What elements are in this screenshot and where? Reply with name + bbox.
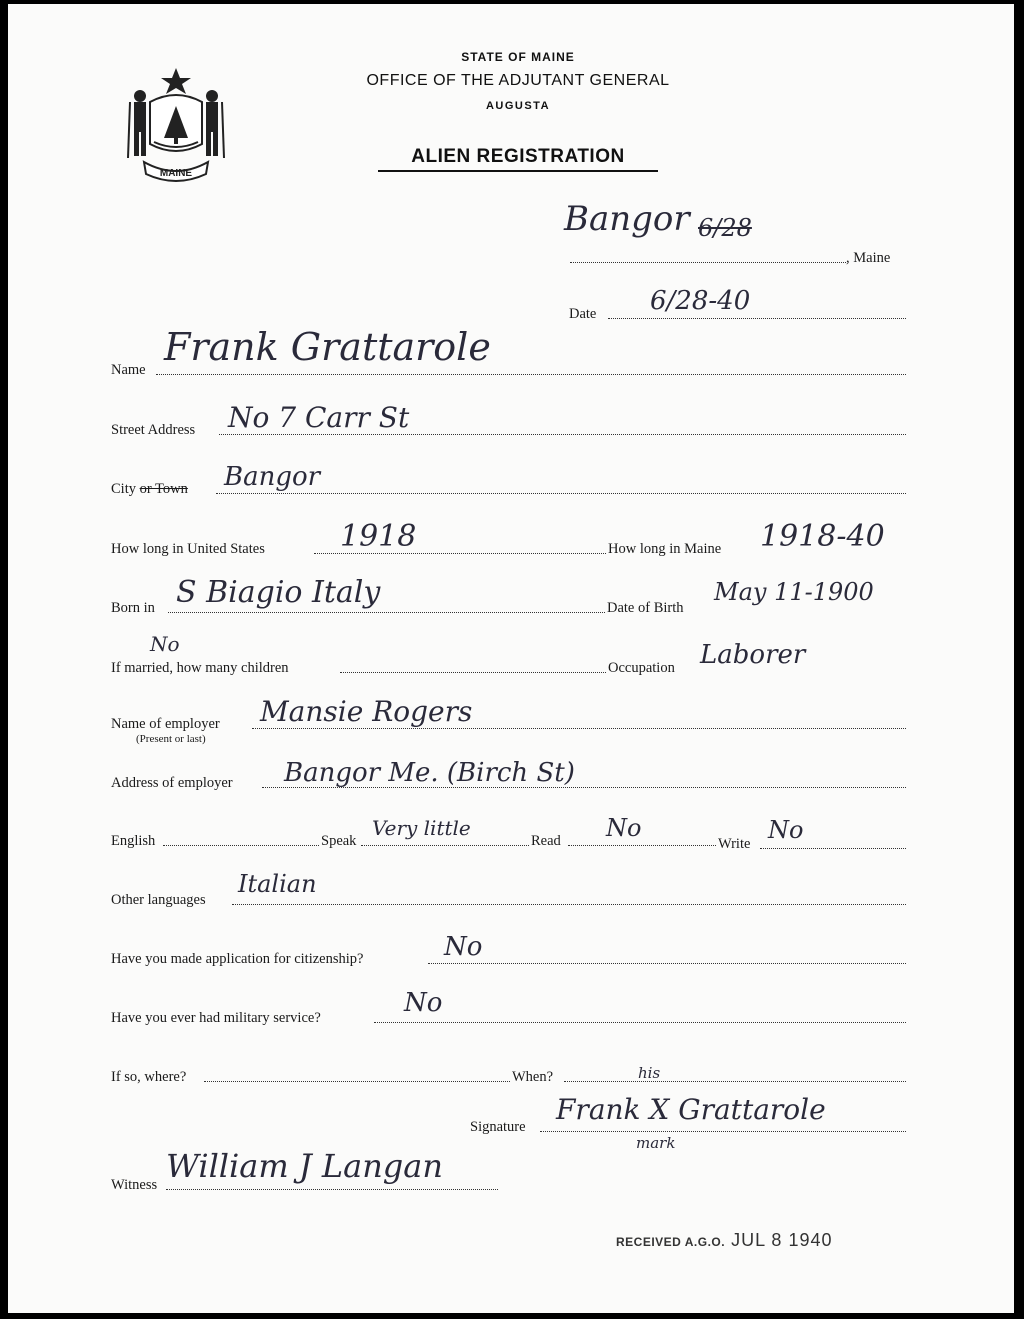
header-office: OFFICE OF THE ADJUTANT GENERAL — [366, 72, 670, 89]
dob-label: Date of Birth — [607, 600, 684, 616]
born-value: S Biagio Italy — [176, 575, 381, 610]
signature-label: Signature — [470, 1119, 526, 1135]
children-value: No — [150, 632, 180, 656]
date-value: 6/28-40 — [650, 286, 751, 316]
citizenship-label: Have you made application for citizenship? — [111, 951, 364, 967]
place-crossed-value: 6/28 — [698, 214, 752, 242]
maine-since-label: How long in Maine — [608, 541, 722, 557]
write-line — [760, 848, 906, 849]
witness-value: William J Langan — [166, 1147, 443, 1185]
name-label: Name — [111, 362, 146, 378]
when-line — [564, 1081, 906, 1082]
dob-value: May 11-1900 — [714, 578, 874, 606]
children-label: If married, how many children — [111, 660, 289, 676]
where-line — [204, 1081, 510, 1082]
form-page — [8, 4, 1014, 1313]
place-suffix: , Maine — [846, 250, 891, 266]
born-line — [168, 612, 605, 613]
header-state: STATE OF MAINE — [461, 50, 575, 64]
citizenship-value: No — [444, 932, 483, 962]
employer-line — [252, 728, 906, 729]
employer-address-label: Address of employer — [111, 775, 233, 791]
us-since-value: 1918 — [340, 519, 417, 554]
born-label: Born in — [111, 600, 155, 616]
read-line — [568, 845, 716, 846]
witness-label: Witness — [111, 1177, 158, 1193]
form-title: ALIEN REGISTRATION — [378, 146, 658, 172]
city-label — [111, 481, 188, 498]
speak-label: Speak — [321, 833, 357, 849]
received-stamp — [616, 1230, 833, 1251]
speak-value: Very little — [372, 816, 471, 840]
when-label: When? — [512, 1069, 554, 1085]
signature-his: his — [638, 1064, 661, 1082]
name-value: Frank Grattarole — [164, 325, 491, 369]
english-line — [163, 845, 319, 846]
received-stamp-label: RECEIVED A.G.O. — [616, 1235, 726, 1249]
military-value: No — [404, 988, 443, 1018]
date-label: Date — [569, 306, 597, 322]
name-line — [156, 374, 906, 375]
military-line — [374, 1022, 906, 1023]
city-value: Bangor — [224, 462, 321, 492]
other-languages-value: Italian — [238, 870, 317, 898]
signature-line — [540, 1131, 906, 1132]
street-label: Street Address — [111, 422, 196, 438]
other-languages-line — [232, 904, 906, 905]
signature-mark: mark — [636, 1134, 676, 1152]
read-label: Read — [531, 833, 561, 849]
citizenship-line — [428, 963, 906, 964]
employer-sublabel: (Present or last) — [136, 733, 206, 745]
place-value: Bangor — [564, 199, 690, 239]
children-line — [340, 672, 606, 673]
military-label: Have you ever had military service? — [111, 1010, 321, 1026]
maine-since-value: 1918-40 — [760, 519, 885, 554]
occupation-value: Laborer — [700, 640, 806, 670]
city-line — [216, 493, 906, 494]
date-line — [608, 318, 906, 319]
speak-line — [361, 845, 529, 846]
place-line — [570, 262, 846, 263]
employer-address-value: Bangor Me. (Birch St) — [284, 758, 575, 788]
where-label: If so, where? — [111, 1069, 187, 1085]
header-city: AUGUSTA — [485, 100, 551, 112]
employer-value: Mansie Rogers — [260, 695, 473, 728]
write-value: No — [768, 816, 804, 844]
write-label: Write — [718, 836, 751, 852]
other-languages-label: Other languages — [111, 892, 206, 908]
city-label-strike: or Town — [139, 481, 188, 497]
occupation-label: Occupation — [608, 660, 675, 676]
street-value: No 7 Carr St — [228, 401, 410, 434]
state-seal-icon — [120, 62, 232, 188]
us-since-label: How long in United States — [111, 541, 265, 557]
english-label: English — [111, 833, 156, 849]
street-line — [219, 434, 906, 435]
city-label-text: City — [111, 481, 140, 497]
employer-label: Name of employer — [111, 716, 220, 732]
read-value: No — [606, 814, 642, 842]
received-stamp-date: JUL 8 1940 — [731, 1230, 833, 1250]
seal-text: MAINE — [159, 168, 193, 179]
signature-value: Frank X Grattarole — [556, 1093, 826, 1126]
witness-line — [166, 1189, 498, 1190]
